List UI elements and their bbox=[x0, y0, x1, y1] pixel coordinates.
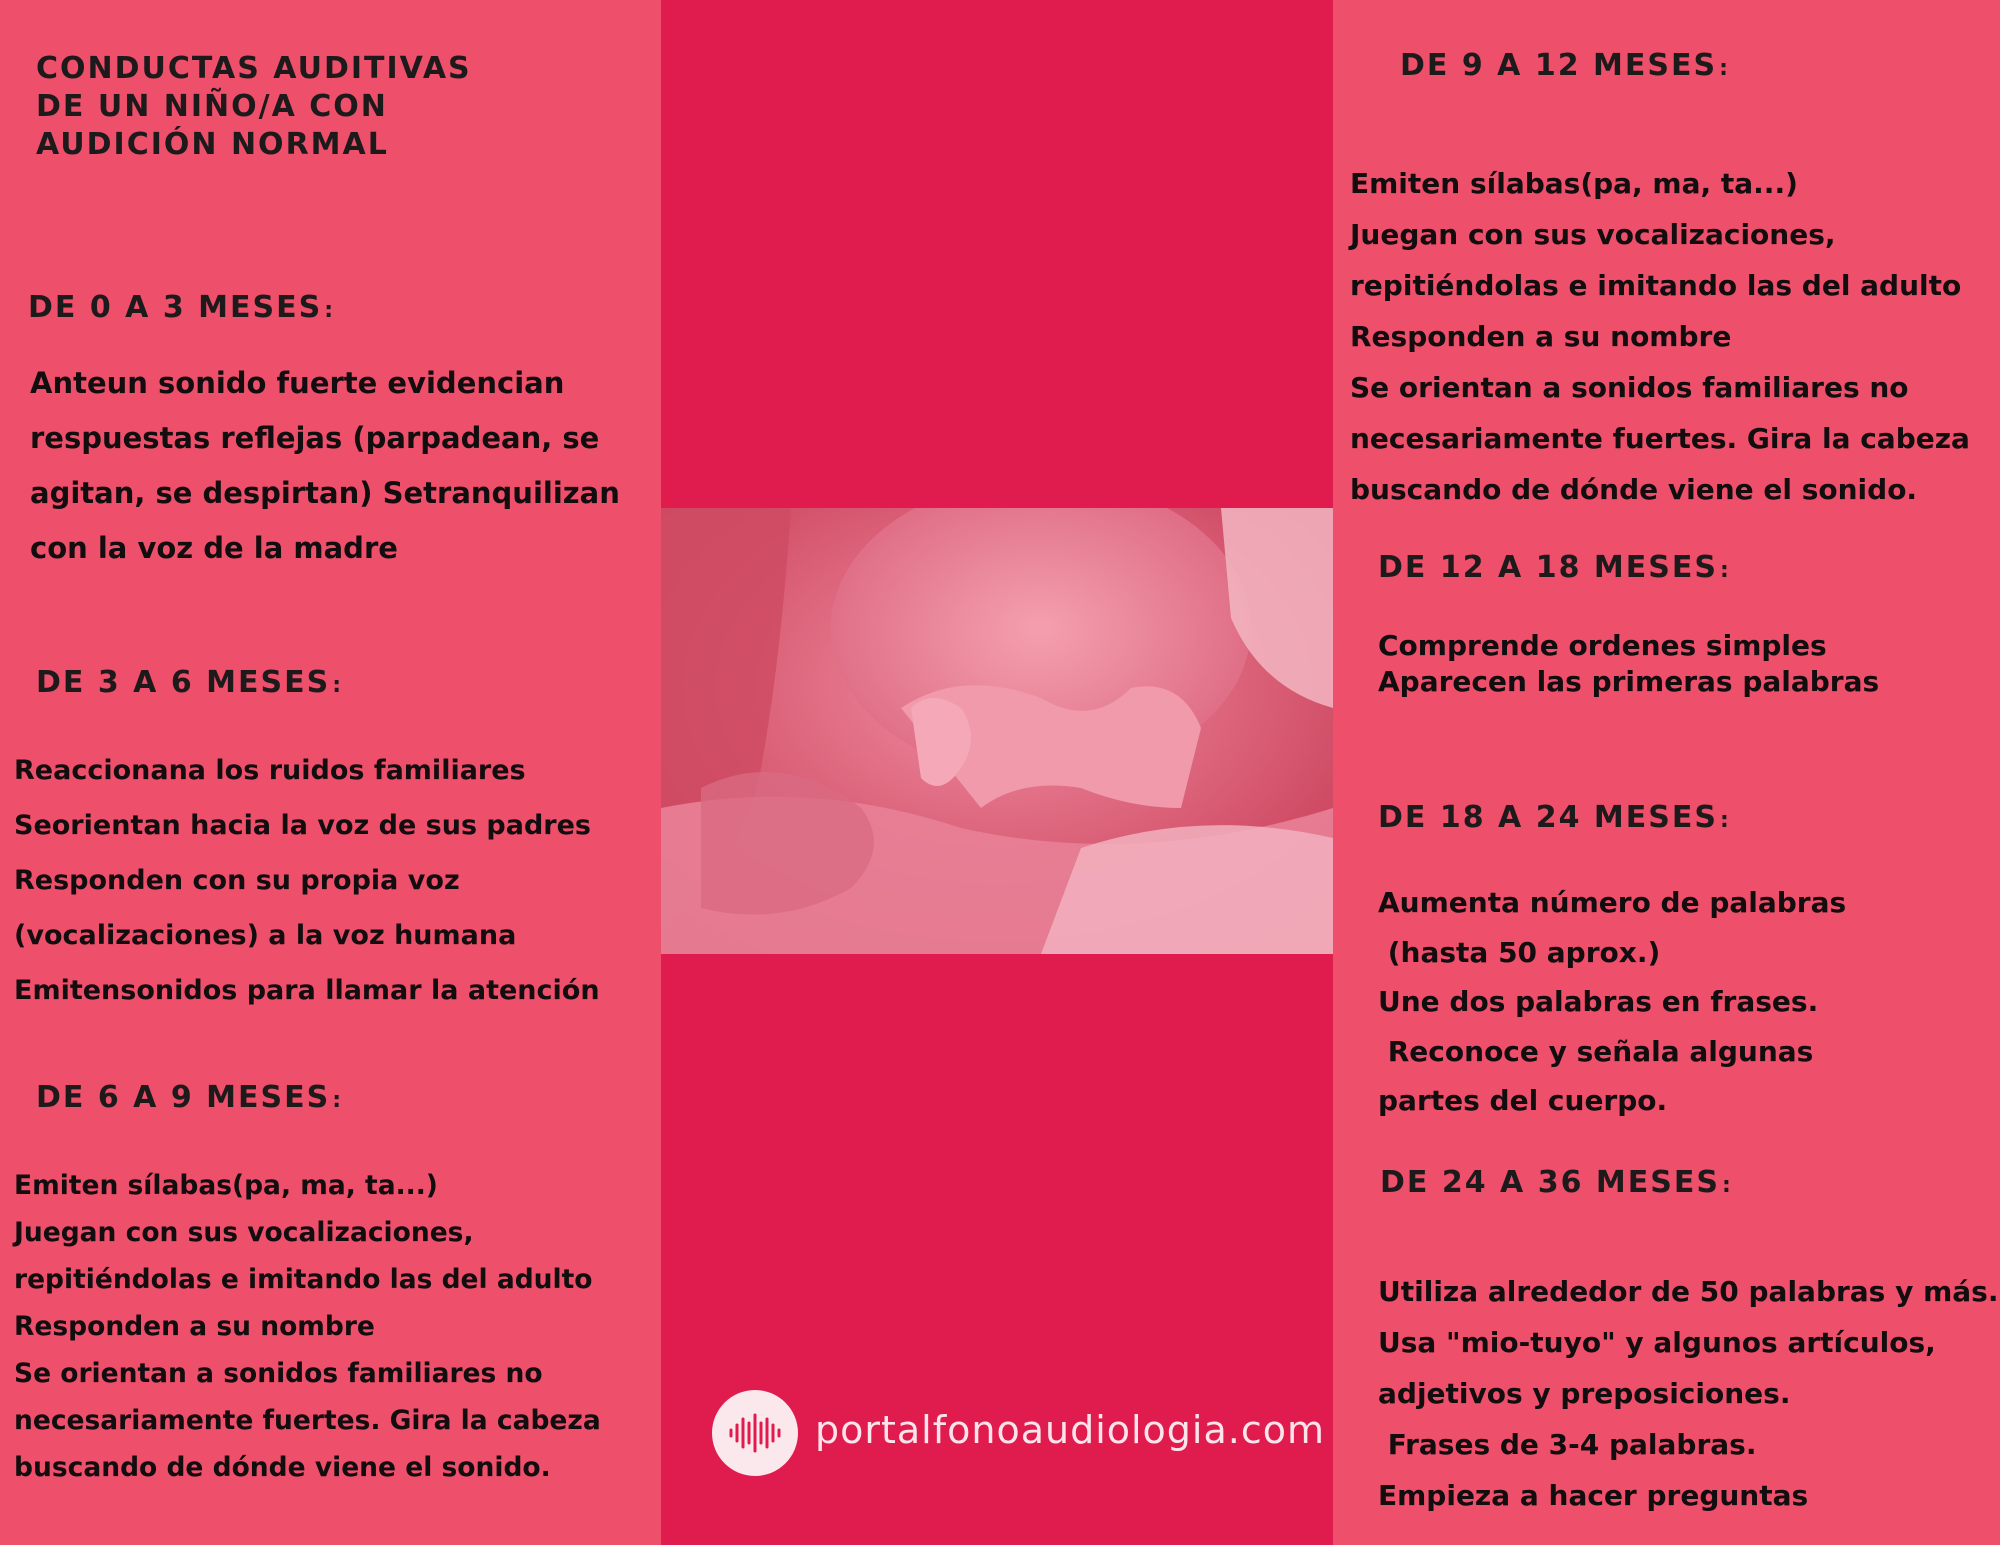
heading-colon: : bbox=[332, 673, 344, 698]
heading-text: DE 18 A 24 MESES bbox=[1378, 800, 1718, 835]
heading-text: DE 0 A 3 MESES bbox=[28, 290, 323, 325]
heading-6-9-meses bbox=[36, 1080, 343, 1115]
text-line: adjetivos y preposiciones. bbox=[1378, 1377, 1791, 1410]
page-title bbox=[36, 50, 472, 164]
text-12-18-meses bbox=[1378, 628, 1879, 700]
text-line: Seorientan hacia la voz de sus padres bbox=[14, 810, 591, 841]
text-line: Aumenta número de palabras bbox=[1378, 886, 1847, 919]
title-line: DE UN NIÑO/A CON bbox=[36, 89, 388, 124]
text-line: Usa "mio-tuyo" y algunos artículos, bbox=[1378, 1326, 1936, 1359]
text-line: Emiten sílabas(pa, ma, ta...) bbox=[1350, 167, 1798, 200]
text-line: Responden a su nombre bbox=[1350, 320, 1732, 353]
text-line: Utiliza alrededor de 50 palabras y más. bbox=[1378, 1275, 1999, 1308]
text-line: Juegan con sus vocalizaciones, bbox=[1350, 218, 1836, 251]
text-line: Comprende ordenes simples bbox=[1378, 629, 1827, 662]
heading-colon: : bbox=[1719, 56, 1730, 81]
text-line: Emiten sílabas(pa, ma, ta...) bbox=[14, 1170, 438, 1201]
title-line: CONDUCTAS AUDITIVAS bbox=[36, 51, 472, 86]
text-line: Anteun sonido fuerte evidencian bbox=[30, 366, 565, 400]
heading-colon: : bbox=[1719, 558, 1731, 583]
heading-12-18-meses bbox=[1378, 550, 1731, 585]
logo bbox=[712, 1390, 798, 1476]
baby-hand-photo bbox=[661, 508, 1333, 954]
text-line: (hasta 50 aprox.) bbox=[1378, 935, 1661, 969]
text-line: Reaccionana los ruidos familiares bbox=[14, 755, 526, 786]
text-line: respuestas reflejas (parpadean, se bbox=[30, 421, 600, 455]
heading-colon: : bbox=[324, 298, 336, 323]
text-line: Responden a su nombre bbox=[14, 1311, 375, 1342]
text-line: Se orientan a sonidos familiares no bbox=[1350, 371, 1909, 404]
heading-colon: : bbox=[1721, 1173, 1733, 1198]
sound-wave-icon bbox=[727, 1413, 783, 1453]
text-line: con la voz de la madre bbox=[30, 531, 398, 565]
text-line: repitiéndolas e imitando las del adulto bbox=[1350, 269, 1962, 302]
text-line: buscando de dónde viene el sonido. bbox=[1350, 473, 1918, 506]
text-line: Une dos palabras en frases. bbox=[1378, 985, 1819, 1018]
text-line: (vocalizaciones) a la voz humana bbox=[14, 920, 517, 951]
text-6-9-meses bbox=[14, 1162, 601, 1491]
text-line: Empieza a hacer preguntas bbox=[1378, 1479, 1809, 1512]
text-line: Aparecen las primeras palabras bbox=[1378, 665, 1880, 698]
text-line: Frases de 3-4 palabras. bbox=[1378, 1428, 1757, 1461]
heading-colon: : bbox=[332, 1088, 344, 1113]
heading-24-36-meses bbox=[1380, 1165, 1733, 1200]
text-line: Se orientan a sonidos familiares no bbox=[14, 1358, 543, 1389]
text-line: Responden con su propia voz bbox=[14, 865, 460, 896]
heading-0-3-meses bbox=[28, 290, 335, 325]
text-line: Juegan con sus vocalizaciones, bbox=[14, 1217, 474, 1248]
text-line: Emitensonidos para llamar la atención bbox=[14, 975, 600, 1006]
heading-18-24-meses bbox=[1378, 800, 1731, 835]
text-line: necesariamente fuertes. Gira la cabeza bbox=[1350, 422, 1970, 455]
text-line: agitan, se despirtan) Setranquilizan bbox=[30, 476, 620, 510]
text-9-12-meses bbox=[1350, 158, 1970, 515]
heading-9-12-meses bbox=[1400, 48, 1730, 83]
heading-text: DE 6 A 9 MESES bbox=[36, 1080, 331, 1115]
heading-text: DE 12 A 18 MESES bbox=[1378, 550, 1718, 585]
text-line: buscando de dónde viene el sonido. bbox=[14, 1452, 551, 1483]
heading-3-6-meses bbox=[36, 665, 343, 700]
heading-text: DE 3 A 6 MESES bbox=[36, 665, 331, 700]
text-18-24-meses bbox=[1378, 878, 1846, 1126]
text-24-36-meses bbox=[1378, 1266, 1998, 1521]
text-line: repitiéndolas e imitando las del adulto bbox=[14, 1264, 593, 1295]
text-line: necesariamente fuertes. Gira la cabeza bbox=[14, 1405, 601, 1436]
baby-hand-illustration bbox=[661, 508, 1333, 954]
text-line: partes del cuerpo. bbox=[1378, 1084, 1668, 1117]
heading-text: DE 9 A 12 MESES bbox=[1400, 48, 1718, 83]
heading-text: DE 24 A 36 MESES bbox=[1380, 1165, 1720, 1200]
website-url: portalfonoaudiologia.com bbox=[815, 1408, 1326, 1452]
text-3-6-meses bbox=[14, 743, 600, 1018]
title-line: AUDICIÓN NORMAL bbox=[36, 127, 389, 162]
heading-colon: : bbox=[1719, 808, 1731, 833]
text-line: Reconoce y señala algunas bbox=[1378, 1034, 1814, 1068]
text-0-3-meses bbox=[30, 356, 620, 576]
